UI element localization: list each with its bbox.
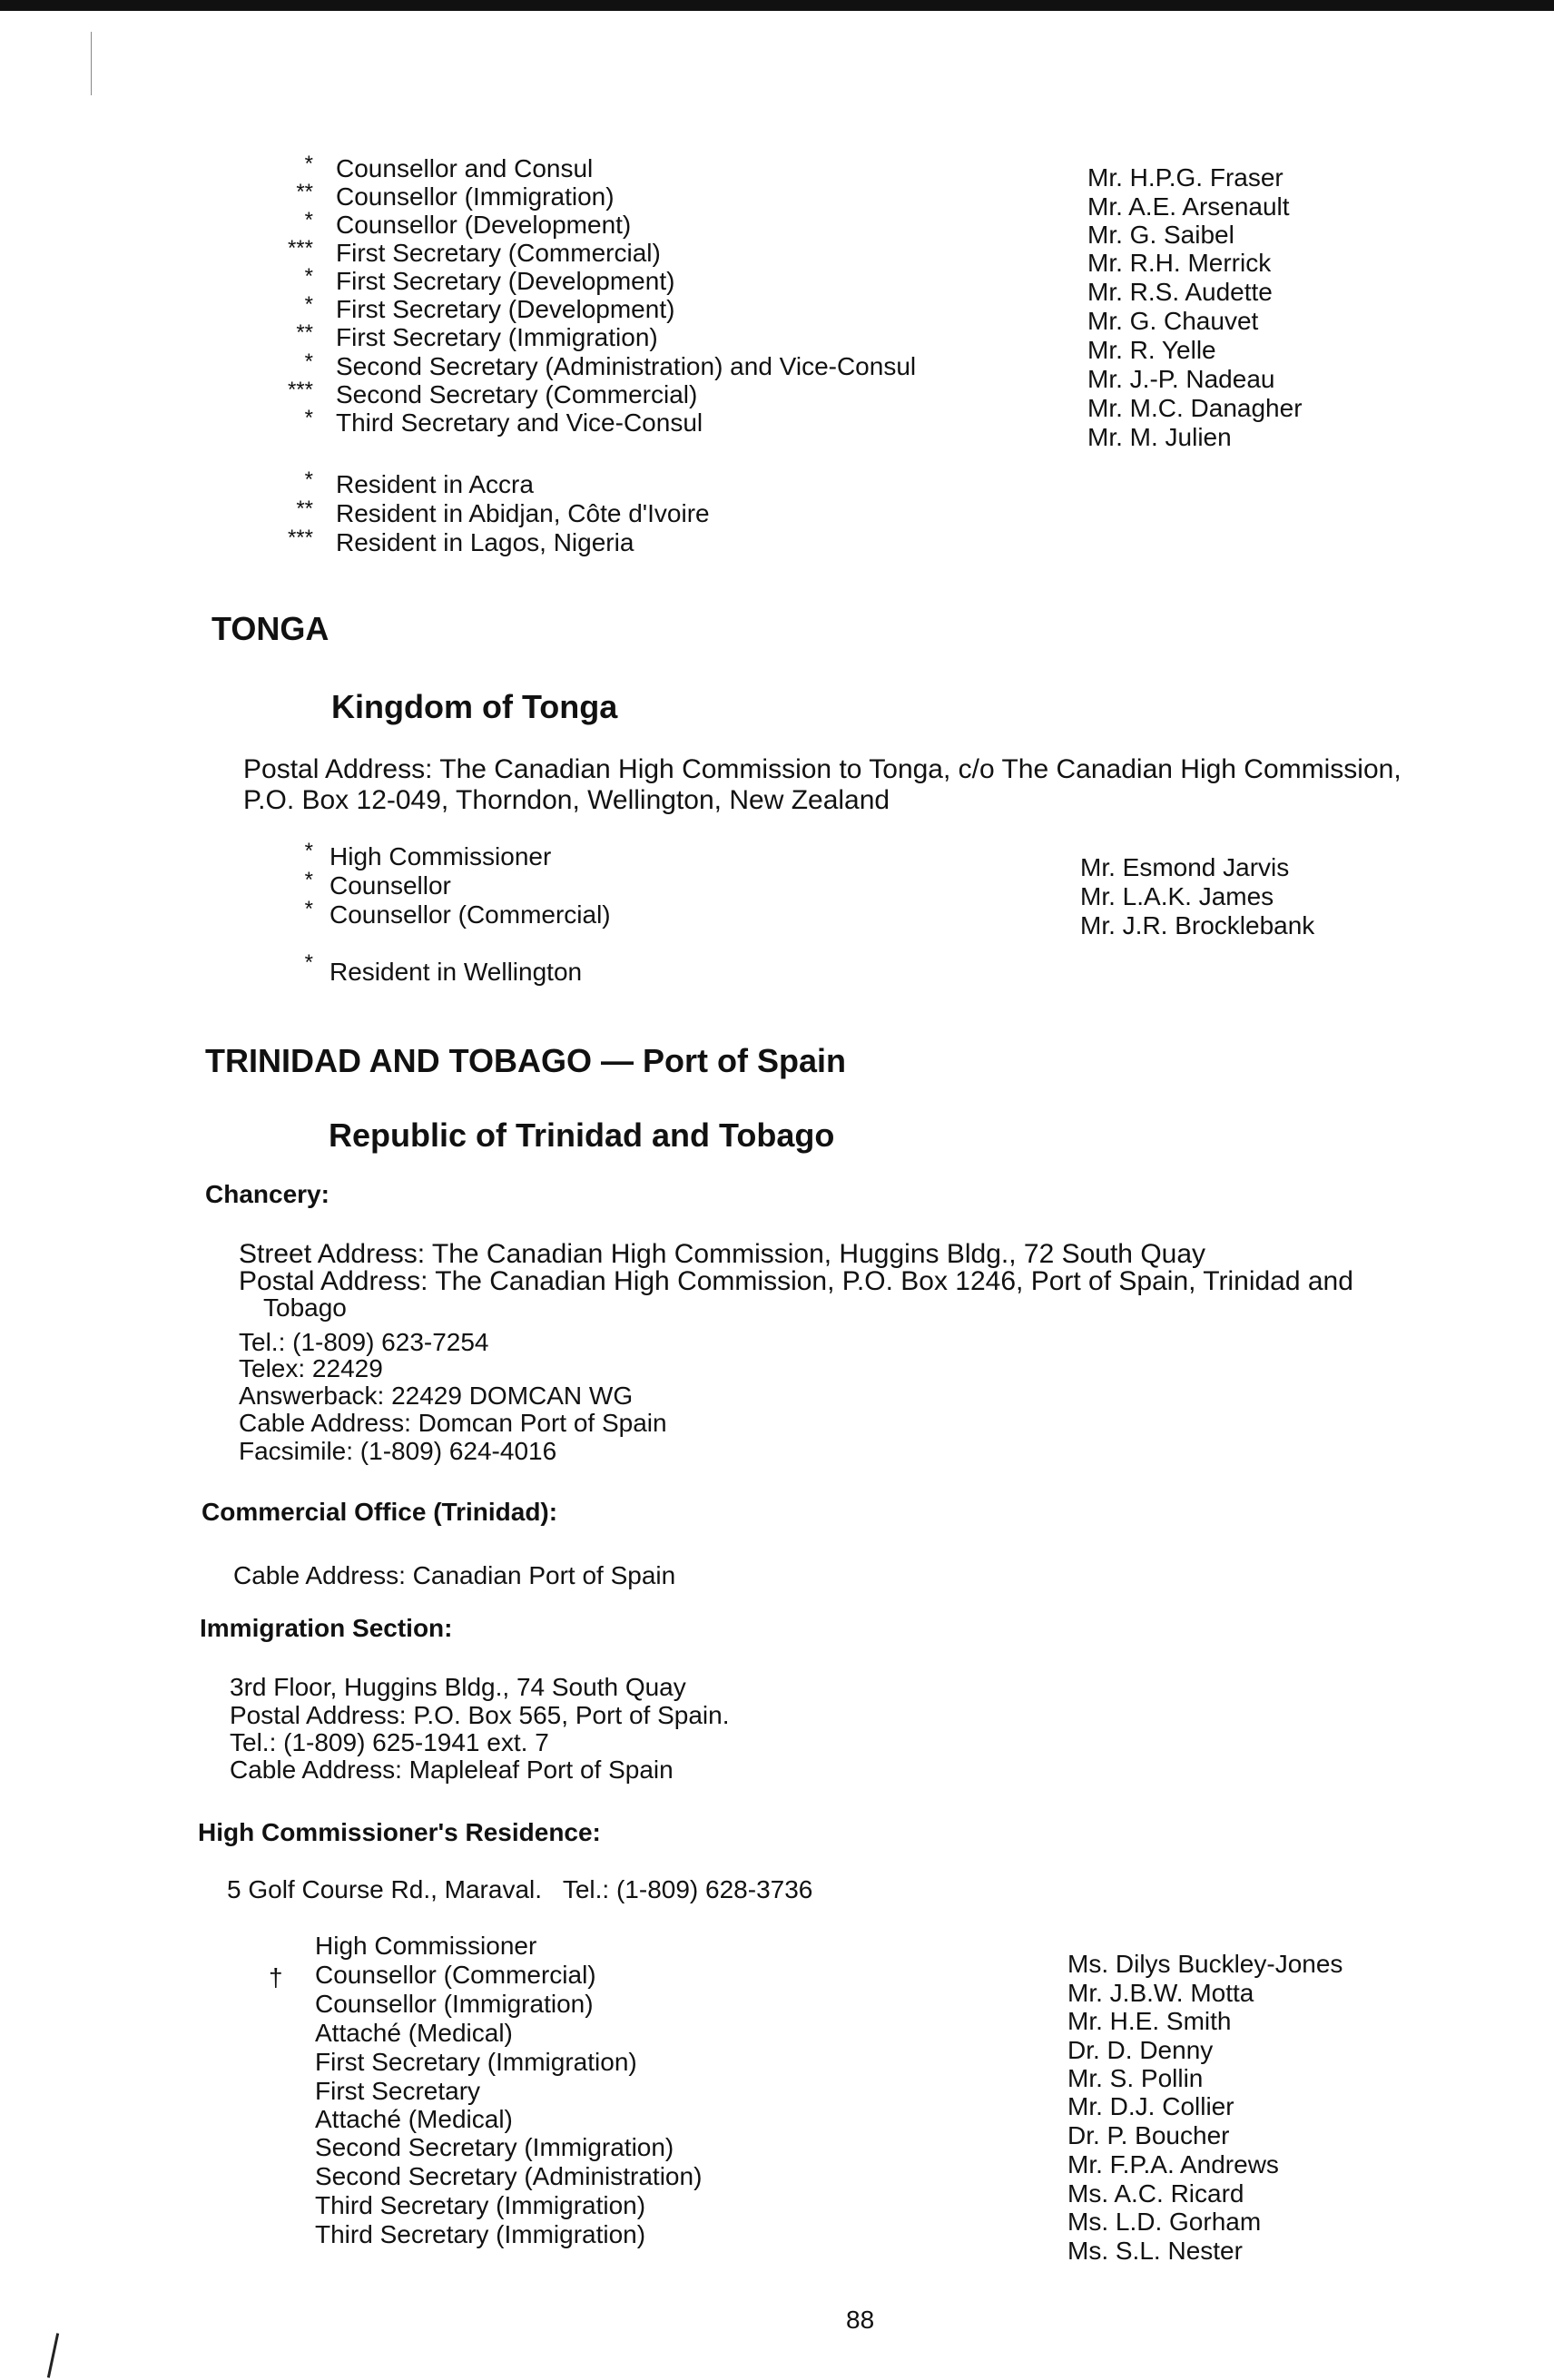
official-name-heading: Kingdom of Tonga	[331, 688, 618, 725]
footnote-mark: ***	[287, 236, 313, 261]
staff-name: Ms. A.C. Ricard	[1067, 2179, 1244, 2208]
footnote-mark: *	[304, 349, 313, 374]
staff-title: Attaché (Medical)	[315, 2019, 513, 2047]
staff-title: Second Secretary (Administration) and Vice-Consul	[336, 352, 917, 380]
staff-title: First Secretary (Development)	[336, 295, 675, 323]
staff-title: Counsellor (Commercial)	[315, 1961, 596, 1989]
staff-title: High Commissioner	[329, 842, 552, 870]
footnote-mark: **	[296, 180, 313, 204]
footnote-mark: *	[304, 208, 313, 232]
staff-name: Mr. S. Pollin	[1067, 2064, 1204, 2092]
staff-name: Mr. R.H. Merrick	[1087, 249, 1272, 277]
official-name-heading: Republic of Trinidad and Tobago	[329, 1116, 835, 1154]
staff-title: Third Secretary (Immigration)	[315, 2220, 646, 2248]
residence-line: 5 Golf Course Rd., Maraval. Tel.: (1-809) 628-3736	[227, 1875, 813, 1903]
footnote-mark: ***	[287, 526, 313, 550]
footnote-mark: *	[304, 868, 313, 892]
scan-artifact-mark	[47, 2333, 59, 2378]
staff-name: Mr. D.J. Collier	[1067, 2092, 1234, 2120]
staff-name: Mr. G. Saibel	[1087, 221, 1234, 249]
staff-title: Third Secretary and Vice-Consul	[336, 408, 703, 437]
scan-top-border	[0, 0, 1554, 11]
staff-title: Second Secretary (Administration)	[315, 2162, 703, 2190]
staff-name: Mr. Esmond Jarvis	[1080, 853, 1290, 881]
staff-name: Ms. S.L. Nester	[1067, 2237, 1243, 2265]
staff-name: Mr. J.R. Brocklebank	[1080, 911, 1315, 939]
staff-name: Mr. H.E. Smith	[1067, 2007, 1232, 2035]
staff-name: Mr. J.-P. Nadeau	[1087, 365, 1275, 393]
scan-artifact-mark	[91, 32, 92, 95]
country-heading: TRINIDAD AND TOBAGO — Port of Spain	[205, 1042, 846, 1079]
footnote-mark: *	[304, 950, 313, 975]
immigration-line: Postal Address: P.O. Box 565, Port of Spain.	[230, 1701, 730, 1729]
chancery-line: Tobago	[263, 1293, 347, 1322]
chancery-line: Tel.: (1-809) 623-7254	[239, 1328, 489, 1356]
footnote-text: Resident in Accra	[336, 470, 534, 498]
country-heading: TONGA	[211, 610, 329, 647]
staff-title: Counsellor and Consul	[336, 154, 594, 182]
footnote-mark: *	[304, 467, 313, 492]
staff-title: Second Secretary (Immigration)	[315, 2133, 674, 2161]
staff-title: Second Secretary (Commercial)	[336, 380, 698, 408]
immigration-line: Tel.: (1-809) 625-1941 ext. 7	[230, 1728, 549, 1756]
staff-name: Ms. Dilys Buckley-Jones	[1067, 1950, 1343, 1978]
footnote-text: Resident in Wellington	[329, 958, 583, 986]
footnote-mark: *	[304, 406, 313, 430]
staff-title: Counsellor (Immigration)	[315, 1990, 594, 2018]
commercial-office-heading: Commercial Office (Trinidad):	[202, 1498, 558, 1526]
commercial-office-line: Cable Address: Canadian Port of Spain	[233, 1561, 676, 1589]
immigration-section-heading: Immigration Section:	[200, 1614, 453, 1642]
footnote-mark: **	[296, 497, 313, 521]
staff-title: First Secretary	[315, 2077, 481, 2105]
staff-title: First Secretary (Development)	[336, 267, 675, 295]
postal-address-line: P.O. Box 12-049, Thorndon, Wellington, New Zealand	[243, 785, 890, 815]
immigration-line: 3rd Floor, Huggins Bldg., 74 South Quay	[230, 1673, 686, 1701]
staff-name: Mr. R. Yelle	[1087, 336, 1216, 364]
chancery-line: Cable Address: Domcan Port of Spain	[239, 1409, 667, 1437]
staff-name: Ms. L.D. Gorham	[1067, 2208, 1262, 2236]
staff-title: Third Secretary (Immigration)	[315, 2191, 646, 2219]
residence-heading: High Commissioner's Residence:	[198, 1818, 601, 1846]
footnote-mark: *	[304, 152, 313, 176]
staff-name: Dr. D. Denny	[1067, 2036, 1214, 2064]
footnote-mark: *	[304, 264, 313, 289]
chancery-line: Postal Address: The Canadian High Commission, P.O. Box 1246, Port of Spain, Trinidad and	[239, 1266, 1353, 1296]
staff-title: Counsellor (Immigration)	[336, 182, 615, 211]
staff-title: First Secretary (Immigration)	[315, 2048, 637, 2076]
staff-name: Dr. P. Boucher	[1067, 2121, 1230, 2149]
chancery-line: Telex: 22429	[239, 1354, 383, 1382]
footnote-mark: *	[304, 839, 313, 863]
page-number: 88	[846, 2306, 875, 2334]
chancery-line: Facsimile: (1-809) 624-4016	[239, 1437, 557, 1465]
chancery-line: Answerback: 22429 DOMCAN WG	[239, 1382, 634, 1410]
footnote-mark: *	[304, 292, 313, 317]
staff-title: Attaché (Medical)	[315, 2105, 513, 2133]
footnote-text: Resident in Lagos, Nigeria	[336, 528, 634, 556]
staff-title: Counsellor (Development)	[336, 211, 632, 239]
chancery-line: Street Address: The Canadian High Commission, Huggins Bldg., 72 South Quay	[239, 1239, 1206, 1269]
staff-title: Counsellor (Commercial)	[329, 900, 611, 929]
dagger-mark: †	[269, 1963, 283, 1992]
staff-title: High Commissioner	[315, 1932, 537, 1960]
staff-name: Mr. M.C. Danagher	[1087, 394, 1303, 422]
staff-title: Counsellor	[329, 871, 451, 900]
staff-title: First Secretary (Commercial)	[336, 239, 661, 267]
staff-name: Mr. F.P.A. Andrews	[1067, 2150, 1279, 2178]
postal-address-line: Postal Address: The Canadian High Commission to Tonga, c/o The Canadian High Commission,	[243, 754, 1402, 784]
staff-name: Mr. J.B.W. Motta	[1067, 1979, 1254, 2007]
staff-name: Mr. H.P.G. Fraser	[1087, 163, 1284, 192]
immigration-line: Cable Address: Mapleleaf Port of Spain	[230, 1755, 674, 1784]
footnote-mark: *	[304, 897, 313, 921]
staff-title: First Secretary (Immigration)	[336, 323, 658, 351]
footnote-text: Resident in Abidjan, Côte d'Ivoire	[336, 499, 710, 527]
chancery-heading: Chancery:	[205, 1180, 329, 1208]
footnote-mark: **	[296, 320, 313, 345]
staff-name: Mr. L.A.K. James	[1080, 882, 1274, 910]
footnote-mark: ***	[287, 378, 313, 402]
staff-name: Mr. A.E. Arsenault	[1087, 192, 1290, 221]
staff-name: Mr. R.S. Audette	[1087, 278, 1273, 306]
staff-name: Mr. M. Julien	[1087, 423, 1232, 451]
staff-name: Mr. G. Chauvet	[1087, 307, 1259, 335]
